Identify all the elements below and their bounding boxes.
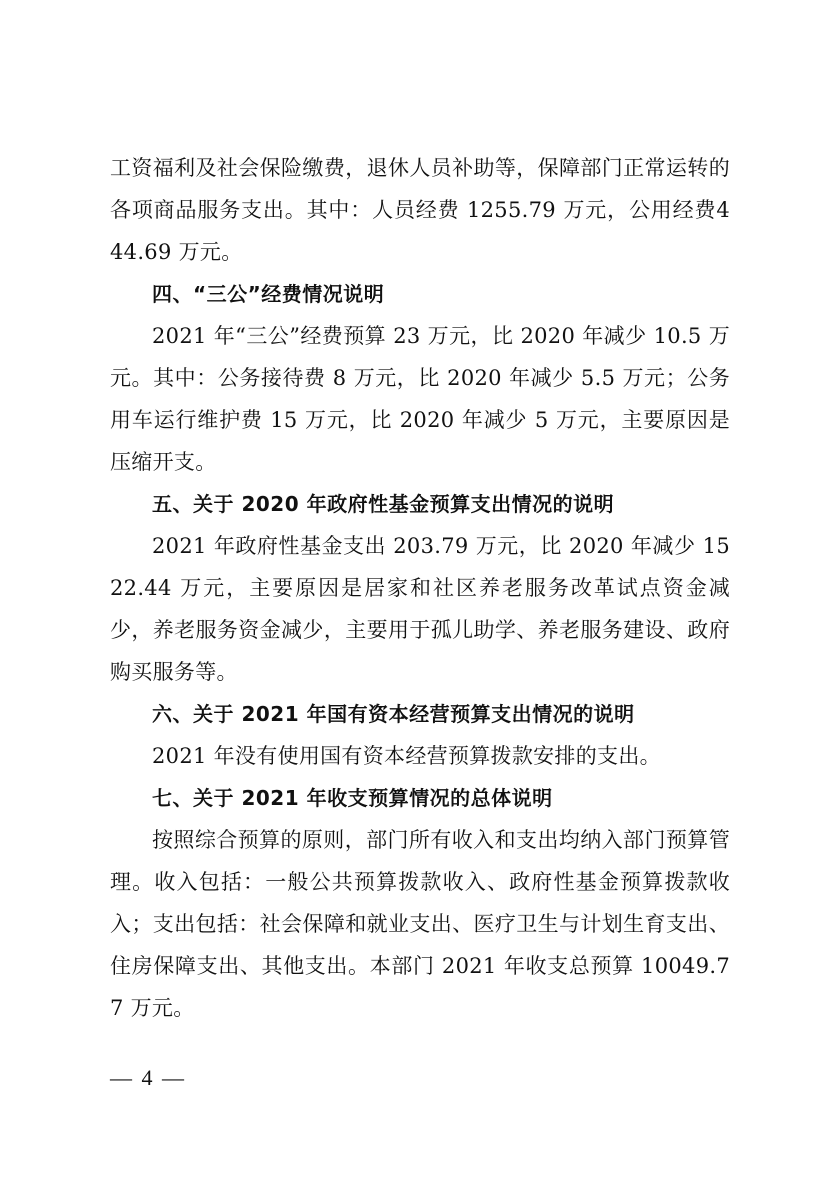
paragraph-overall-budget: 按照综合预算的原则，部门所有收入和支出均纳入部门预算管理。收入包括：一般公共预算拨款收入、政府性基金预算拨款收入；支出包括：社会保障和就业支出、医疗卫生与计划生育支出、住房保障支出、其他支出。本部门 2021 年收支总预算 10049.77 万元。	[110, 828, 730, 1020]
paragraph-state-capital: 2021 年没有使用国有资本经营预算拨款安排的支出。	[152, 744, 661, 768]
section-heading-four: 四、“三公”经费情况说明	[152, 282, 385, 306]
section-heading-six: 六、关于 2021 年国有资本经营预算支出情况的说明	[152, 702, 635, 726]
page-number: — 4 —	[110, 1065, 186, 1090]
document-body	[110, 147, 730, 1029]
section-heading-seven: 七、关于 2021 年收支预算情况的总体说明	[152, 786, 553, 810]
section-heading-five: 五、关于 2020 年政府性基金预算支出情况的说明	[152, 492, 615, 516]
paragraph-government-fund: 2021 年政府性基金支出 203.79 万元，比 2020 年减少 1522.44 万元，主要原因是居家和社区养老服务改革试点资金减少，养老服务资金减少，主要用于孤儿助学、养老服务建设、政府购买服务等。	[110, 534, 730, 684]
paragraph-three-public-expenses: 2021 年“三公”经费预算 23 万元，比 2020 年减少 10.5 万元。其中：公务接待费 8 万元，比 2020 年减少 5.5 万元；公务用车运行维护费 15 万元，比 2020 年减少 5 万元，主要原因是压缩开支。	[110, 324, 730, 474]
paragraph-continuation: 工资福利及社会保险缴费，退休人员补助等，保障部门正常运转的各项商品服务支出。其中：人员经费 1255.79 万元，公用经费444.69 万元。	[110, 156, 730, 264]
